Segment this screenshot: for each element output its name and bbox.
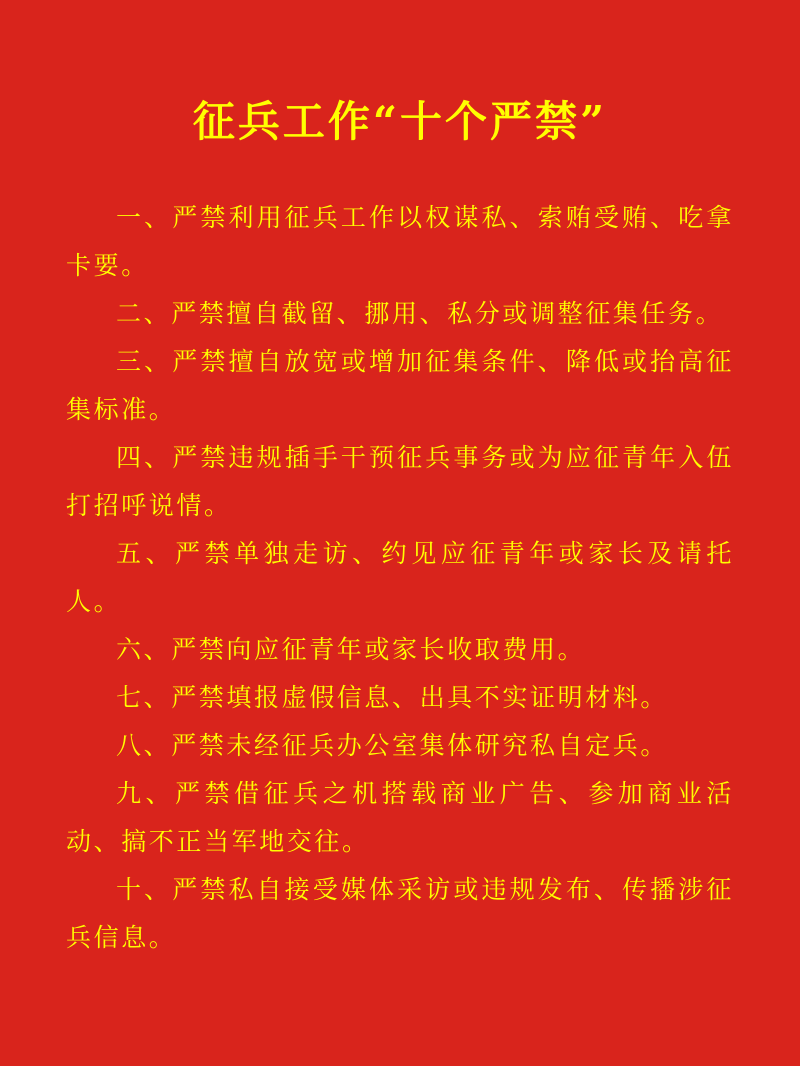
rules-list <box>66 194 734 962</box>
rule-item: 九、严禁借征兵之机搭载商业广告、参加商业活动、搞不正当军地交往。 <box>66 779 734 856</box>
rule-item: 十、严禁私自接受媒体采访或违规发布、传播涉征兵信息。 <box>66 875 734 952</box>
rule-item: 六、严禁向应征青年或家长收取费用。 <box>116 635 586 664</box>
poster-title: 征兵工作“十个严禁” <box>192 97 608 146</box>
rule-item: 一、严禁利用征兵工作以权谋私、索贿受贿、吃拿卡要。 <box>66 203 734 280</box>
rule-item: 四、严禁违规插手干预征兵事务或为应征青年入伍打招呼说情。 <box>66 443 734 520</box>
rule-item: 五、严禁单独走访、约见应征青年或家长及请托人。 <box>66 539 734 616</box>
rule-item: 八、严禁未经征兵办公室集体研究私自定兵。 <box>116 731 669 760</box>
rule-item: 七、严禁填报虚假信息、出具不实证明材料。 <box>116 683 669 712</box>
rule-item: 二、严禁擅自截留、挪用、私分或调整征集任务。 <box>116 299 724 328</box>
rule-item: 三、严禁擅自放宽或增加征集条件、降低或抬高征集标准。 <box>66 347 734 424</box>
